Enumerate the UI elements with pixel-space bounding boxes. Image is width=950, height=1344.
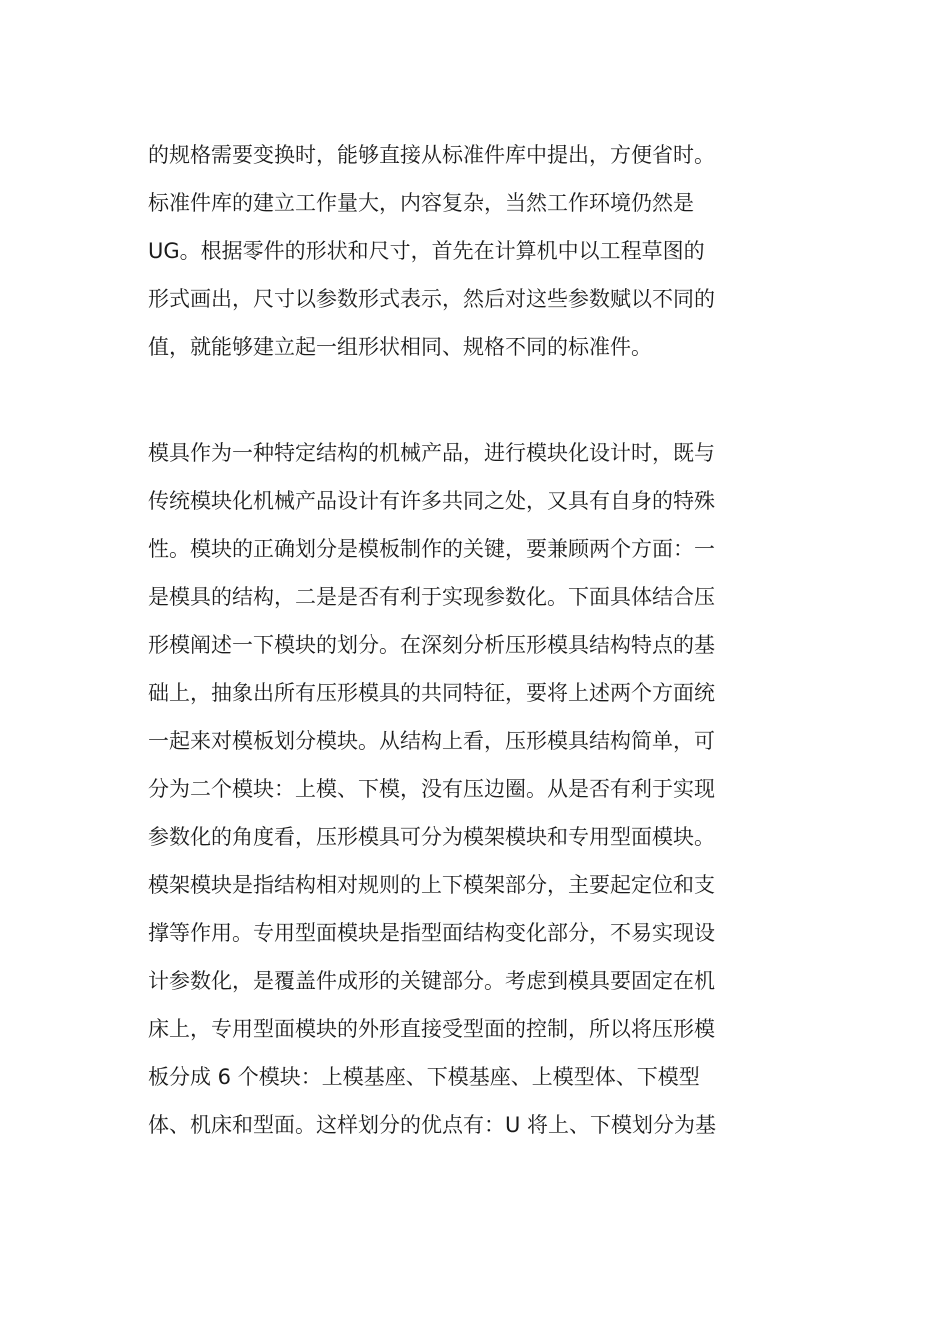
text-line: UG。根据零件的形状和尺寸，首先在计算机中以工程草图的 — [148, 239, 705, 263]
text-line: 性。模块的正确划分是模板制作的关键，要兼顾两个方面：一 — [148, 537, 715, 561]
text-line: 形模阐述一下模块的划分。在深刻分析压形模具结构特点的基 — [148, 633, 715, 657]
text-line: 模架模块是指结构相对规则的上下模架部分，主要起定位和支 — [148, 873, 715, 897]
text-line: 模具作为一种特定结构的机械产品，进行模块化设计时，既与 — [148, 441, 715, 465]
text-line: 床上，专用型面模块的外形直接受型面的控制，所以将压形模 — [148, 1017, 715, 1041]
text-line: 计参数化，是覆盖件成形的关键部分。考虑到模具要固定在机 — [148, 969, 715, 993]
text-line: 值，就能够建立起一组形状相同、规格不同的标准件。 — [148, 335, 652, 359]
text-line: 撑等作用。专用型面模块是指型面结构变化部分，不易实现设 — [148, 921, 715, 945]
paragraph-mold-modularization — [148, 429, 808, 1149]
text-line: 传统模块化机械产品设计有许多共同之处，又具有自身的特殊 — [148, 489, 715, 513]
paragraph-standard-parts-library — [148, 131, 808, 371]
text-line: 础上，抽象出所有压形模具的共同特征，要将上述两个方面统 — [148, 681, 715, 705]
text-line: 一起来对模板划分模块。从结构上看，压形模具结构简单，可 — [148, 729, 715, 753]
text-line: 参数化的角度看，压形模具可分为模架模块和专用型面模块。 — [148, 825, 715, 849]
text-line: 是模具的结构，二是是否有利于实现参数化。下面具体结合压 — [148, 585, 715, 609]
text-line: 的规格需要变换时，能够直接从标准件库中提出，方便省时。 — [148, 143, 715, 167]
text-line: 体、机床和型面。这样划分的优点有：U 将上、下模划分为基 — [148, 1113, 717, 1137]
text-line: 分为二个模块：上模、下模，没有压边圈。从是否有利于实现 — [148, 777, 715, 801]
text-line: 形式画出，尺寸以参数形式表示，然后对这些参数赋以不同的 — [148, 287, 715, 311]
text-line: 板分成 6 个模块：上模基座、下模基座、上模型体、下模型 — [148, 1065, 700, 1089]
text-line: 标准件库的建立工作量大，内容复杂，当然工作环境仍然是 — [148, 191, 694, 215]
